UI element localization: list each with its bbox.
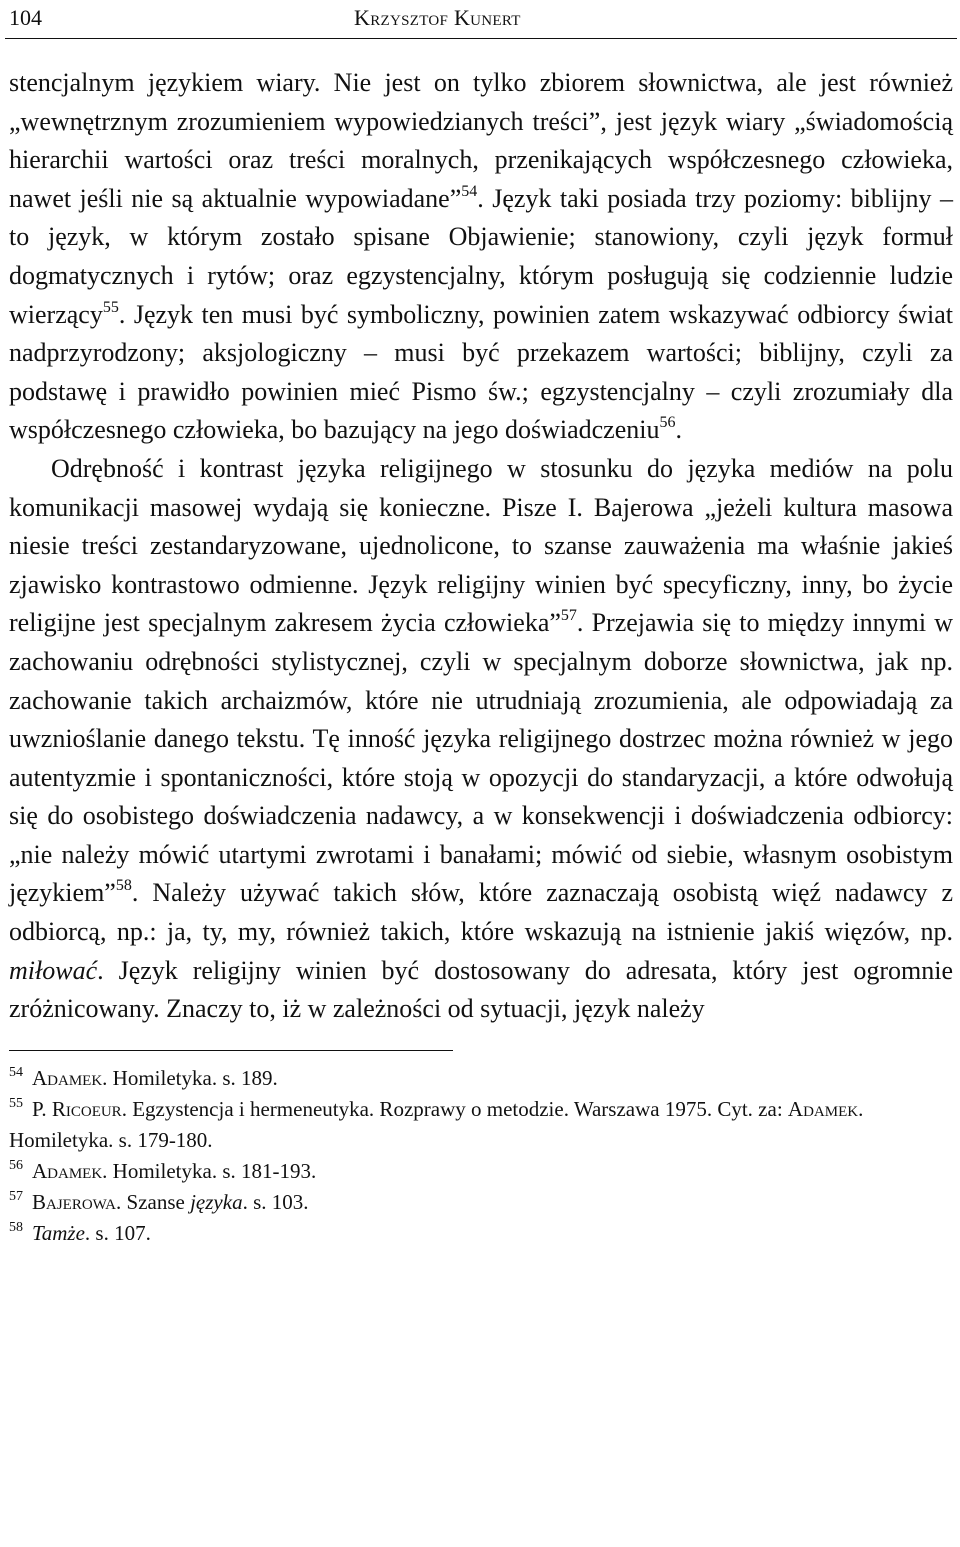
footnote bbox=[9, 1094, 953, 1156]
header-rule bbox=[5, 38, 957, 39]
paragraph bbox=[9, 450, 953, 1029]
footnote-number: 57 bbox=[9, 1188, 23, 1204]
footnote-author: Bajerowa bbox=[32, 1189, 117, 1214]
footnote-number: 58 bbox=[9, 1219, 23, 1235]
text-run: . Język ten musi być symboliczny, powinien zatem wskazywać odbiorcy świat nadprzyrodzony; aksjologiczny – musi być przekazem wartości; biblijny, czyli za podstawę i prawidło powinien mieć Pismo św.; egzystencjalny – czyli zrozumiały dla współczesnego człowieka, bo bazujący na jego doświadczeniu bbox=[9, 299, 953, 445]
page-header bbox=[9, 0, 953, 40]
text-run: . bbox=[675, 415, 682, 445]
footnote-ref[interactable]: 55 bbox=[102, 298, 119, 316]
footnote-number: 56 bbox=[9, 1157, 23, 1173]
footnote-text: . Homiletyka. s. 189. bbox=[102, 1065, 278, 1090]
footnote-text: . Szanse bbox=[116, 1189, 191, 1214]
footnote-author: Adamek bbox=[32, 1065, 103, 1090]
paragraph bbox=[9, 64, 953, 450]
footnote-author: P. Ricoeur bbox=[32, 1096, 122, 1121]
footnote-ref[interactable]: 58 bbox=[115, 877, 132, 895]
running-head: Krzysztof Kunert bbox=[354, 5, 521, 30]
footnote-text: . Homiletyka. s. 181-193. bbox=[102, 1158, 317, 1183]
footnote bbox=[9, 1187, 953, 1218]
text-run: Odrębność i kontrast języka religijnego w stosunku do języka mediów na polu komunikacji masowej wydają się konieczne. Pisze I. Bajerowa „jeżeli kultura masowa niesie treści zestandaryzowane, ujednolicone, to szanse zauważenia ma właśnie jakieś zjawisko kontrastowo odmienne. Język religijny winien być specyficzny, inny, bo życie religijne jest specjalnym zakresem życia człowieka” bbox=[9, 453, 953, 638]
footnotes bbox=[9, 1063, 953, 1249]
footnote-number: 54 bbox=[9, 1064, 23, 1080]
footnote-separator bbox=[9, 1050, 453, 1051]
page-number: 104 bbox=[9, 5, 42, 30]
footnote-ref[interactable]: 54 bbox=[461, 182, 478, 200]
footnote bbox=[9, 1218, 953, 1249]
footnote-author: Adamek bbox=[32, 1158, 103, 1183]
footnote-italic: języka bbox=[190, 1189, 243, 1214]
footnote bbox=[9, 1063, 953, 1094]
footnote-text: . Egzystencja i hermeneutyka. Rozprawy o metodzie. Warszawa 1975. Cyt. za: bbox=[121, 1096, 788, 1121]
footnote bbox=[9, 1156, 953, 1187]
text-run: . Język religijny winien być dostosowany do adresata, który jest ogromnie zróżnicowany. Znaczy to, iż w zależności od sytuacji, język należy bbox=[9, 955, 953, 1024]
footnote-ref[interactable]: 56 bbox=[659, 414, 676, 432]
text-run: . Należy używać takich słów, które zaznaczają osobistą więź nadawcy z odbiorcą, np.: ja, ty, my, również takich, które wskazują na istnienie jakiś więzów, np. bbox=[9, 878, 953, 947]
body-text bbox=[9, 64, 953, 1029]
footnote-author: Adamek bbox=[787, 1096, 859, 1121]
footnote-number: 55 bbox=[9, 1095, 23, 1111]
footnote-text: . s. 103. bbox=[242, 1189, 309, 1214]
footnote-text: . Homiletyka. s. 179-180. bbox=[9, 1096, 864, 1152]
footnote-ref[interactable]: 57 bbox=[560, 607, 577, 625]
emphasis: miłować bbox=[9, 955, 98, 985]
document-page bbox=[9, 0, 953, 1249]
footnote-text: . s. 107. bbox=[84, 1220, 151, 1245]
text-run: . Przejawia się to między innymi w zachowaniu odrębności stylistycznej, czyli w specjalnym doborze słownictwa, jak np. zachowanie takich archaizmów, które nie utrudniają zrozumienia, ale odpowiadają za uwznioślanie danego tekstu. Tę inność języka religijnego dostrzec można również w jego autentyzmie i spontaniczności, które stoją w opozycji do standaryzacji, a które odwołują się do osobistego doświadczenia nadawcy, a w konsekwencji i doświadczenia odbiorcy: „nie należy mówić utartymi zwrotami i banałami; mówić od siebie, własnym osobistym językiem” bbox=[9, 608, 953, 908]
text-run: . Język taki posiada trzy poziomy: biblijny – to język, w którym zostało spisane Objawienie; stanowiony, czyli język formuł dogmatycznych i rytów; oraz egzystencjalny, którym posługują się codziennie ludzie wierzący bbox=[9, 183, 953, 329]
footnote-italic: Tamże bbox=[32, 1220, 85, 1245]
text-run: stencjalnym językiem wiary. Nie jest on tylko zbiorem słownictwa, ale jest również „wewnętrznym zrozumieniem wypowiedzianych treści”, jest język wiary „świadomością hierarchii wartości oraz treści moralnych, przenikających współczesnego człowieka, nawet jeśli nie są aktualnie wypowiadane” bbox=[9, 68, 953, 213]
